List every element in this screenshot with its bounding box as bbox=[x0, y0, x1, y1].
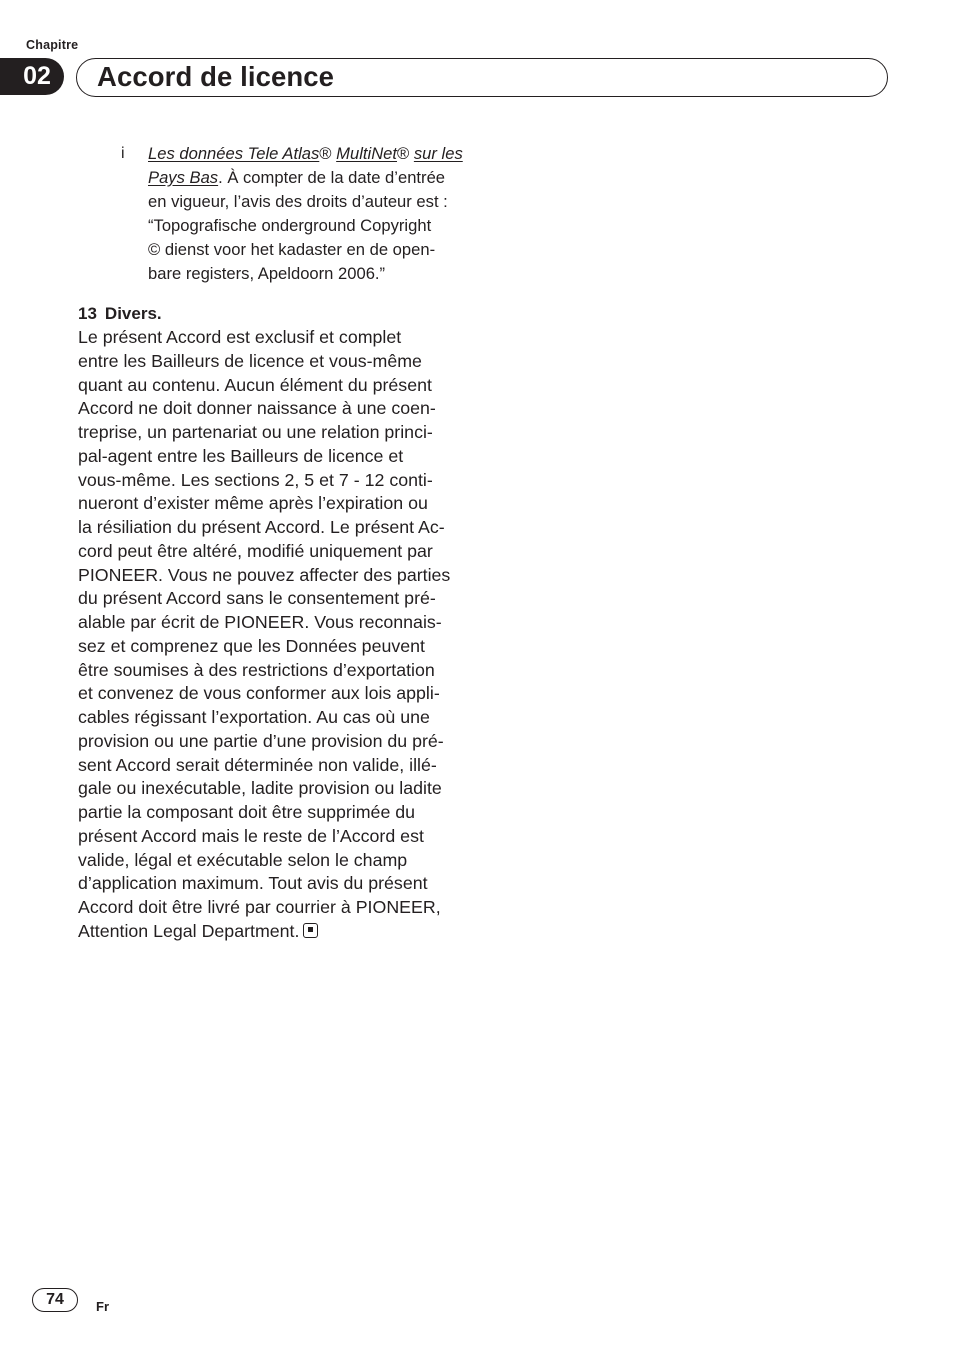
body-line-text: sez et comprenez que les Données peuvent bbox=[78, 635, 425, 656]
body-line bbox=[78, 682, 468, 706]
body-line bbox=[78, 706, 468, 730]
bullet-paragraph bbox=[148, 142, 468, 286]
bullet-line bbox=[148, 190, 468, 214]
body-line bbox=[78, 849, 468, 873]
body-line-text: sent Accord serait déterminée non valide, illé- bbox=[78, 754, 437, 775]
body-line bbox=[78, 350, 468, 374]
bullet-marker: i bbox=[121, 145, 125, 162]
section-heading bbox=[78, 302, 162, 326]
body-line bbox=[78, 659, 468, 683]
body-line bbox=[78, 825, 468, 849]
body-line-text: valide, légal et exécutable selon le champ bbox=[78, 849, 408, 870]
body-line-text: pal-agent entre les Bailleurs de licence et bbox=[78, 445, 404, 466]
section-number: 13 bbox=[78, 304, 97, 323]
bullet-text-segment: . À compter de la date d’entrée bbox=[218, 168, 446, 187]
body-line bbox=[78, 635, 468, 659]
bullet-text-segment: © dienst voor het kadaster en de open- bbox=[148, 240, 436, 259]
body-line-text: Le présent Accord est exclusif et complet bbox=[78, 327, 402, 347]
body-line-text: cord peut être altéré, modifié uniquement par bbox=[78, 540, 433, 561]
body-line bbox=[78, 397, 468, 421]
section-title: Divers. bbox=[104, 304, 162, 323]
body-line bbox=[78, 872, 468, 896]
bullet-text-segment: en vigueur, l’avis des droits d’auteur est : bbox=[148, 192, 448, 211]
body-line bbox=[78, 469, 468, 493]
body-line bbox=[78, 920, 468, 944]
body-line-text: treprise, un partenariat ou une relation princi- bbox=[78, 422, 433, 442]
language-code: Fr bbox=[96, 1299, 109, 1314]
reference-text: Pays Bas bbox=[148, 168, 219, 187]
bullet-line bbox=[148, 142, 468, 166]
end-of-section-icon bbox=[303, 923, 318, 938]
bullet-text-segment: “Topografische onderground Copyright bbox=[148, 216, 432, 235]
body-line bbox=[78, 564, 468, 588]
body-line-text: alable par écrit de PIONEER. Vous reconnais- bbox=[78, 612, 442, 632]
body-line-text: PIONEER. Vous ne pouvez affecter des parties bbox=[78, 564, 451, 585]
body-line bbox=[78, 516, 468, 540]
body-line-text: et convenez de vous conformer aux lois appli- bbox=[78, 683, 440, 704]
reference-text: sur les bbox=[413, 144, 463, 163]
bullet-text-segment: ® bbox=[397, 144, 410, 163]
bullet-line bbox=[148, 166, 468, 190]
body-line-text: du présent Accord sans le consentement pré- bbox=[78, 588, 436, 609]
body-line bbox=[78, 611, 468, 635]
body-line-text: quant au contenu. Aucun élément du présent bbox=[78, 374, 432, 395]
bullet-line bbox=[148, 214, 468, 238]
body-line bbox=[78, 754, 468, 778]
body-line bbox=[78, 492, 468, 516]
body-line bbox=[78, 421, 468, 445]
body-line-text: nueront d’exister même après l’expiration ou bbox=[78, 493, 428, 514]
bullet-text-segment: bare registers, Apeldoorn 2006.” bbox=[148, 264, 386, 283]
bullet-text-segment: ® bbox=[319, 144, 332, 163]
body-line-text: être soumises à des restrictions d’exportation bbox=[78, 659, 435, 680]
body-line-text: Attention Legal Department. bbox=[78, 920, 300, 941]
section-body bbox=[78, 326, 468, 944]
body-line bbox=[78, 730, 468, 754]
body-line bbox=[78, 326, 468, 350]
bullet-line bbox=[148, 238, 468, 262]
body-line bbox=[78, 777, 468, 801]
body-line-text: Accord ne doit donner naissance à une coen- bbox=[78, 398, 436, 419]
body-line-text: cables régissant l’exportation. Au cas où une bbox=[78, 707, 430, 727]
body-line-text: Accord doit être livré par courrier à PIONEER, bbox=[78, 897, 441, 917]
page-number: 74 bbox=[32, 1288, 78, 1312]
reference-text: MultiNet bbox=[336, 144, 398, 163]
bullet-line bbox=[148, 262, 468, 286]
body-line bbox=[78, 540, 468, 564]
body-line bbox=[78, 587, 468, 611]
body-line bbox=[78, 374, 468, 398]
body-line-text: vous-même. Les sections 2, 5 et 7 - 12 conti- bbox=[78, 469, 433, 490]
body-line-text: entre les Bailleurs de licence et vous-même bbox=[78, 350, 422, 371]
body-line-text: provision ou une partie d’une provision du pré- bbox=[78, 730, 444, 751]
page-title: Accord de licence bbox=[97, 61, 335, 92]
chapter-number-badge: 02 bbox=[0, 58, 64, 95]
body-line bbox=[78, 801, 468, 825]
body-line bbox=[78, 445, 468, 469]
body-line-text: partie la composant doit être supprimée du bbox=[78, 802, 416, 822]
body-line-text: présent Accord mais le reste de l’Accord est bbox=[78, 825, 424, 846]
chapter-title-frame bbox=[76, 58, 888, 97]
body-line-text: d’application maximum. Tout avis du présent bbox=[78, 873, 428, 894]
body-line-text: gale ou inexécutable, ladite provision ou ladite bbox=[78, 778, 442, 799]
chapter-label: Chapitre bbox=[26, 38, 79, 52]
body-line bbox=[78, 896, 468, 920]
reference-text: Les données Tele Atlas bbox=[148, 144, 320, 163]
body-line-text: la résiliation du présent Accord. Le présent Ac- bbox=[78, 517, 445, 537]
